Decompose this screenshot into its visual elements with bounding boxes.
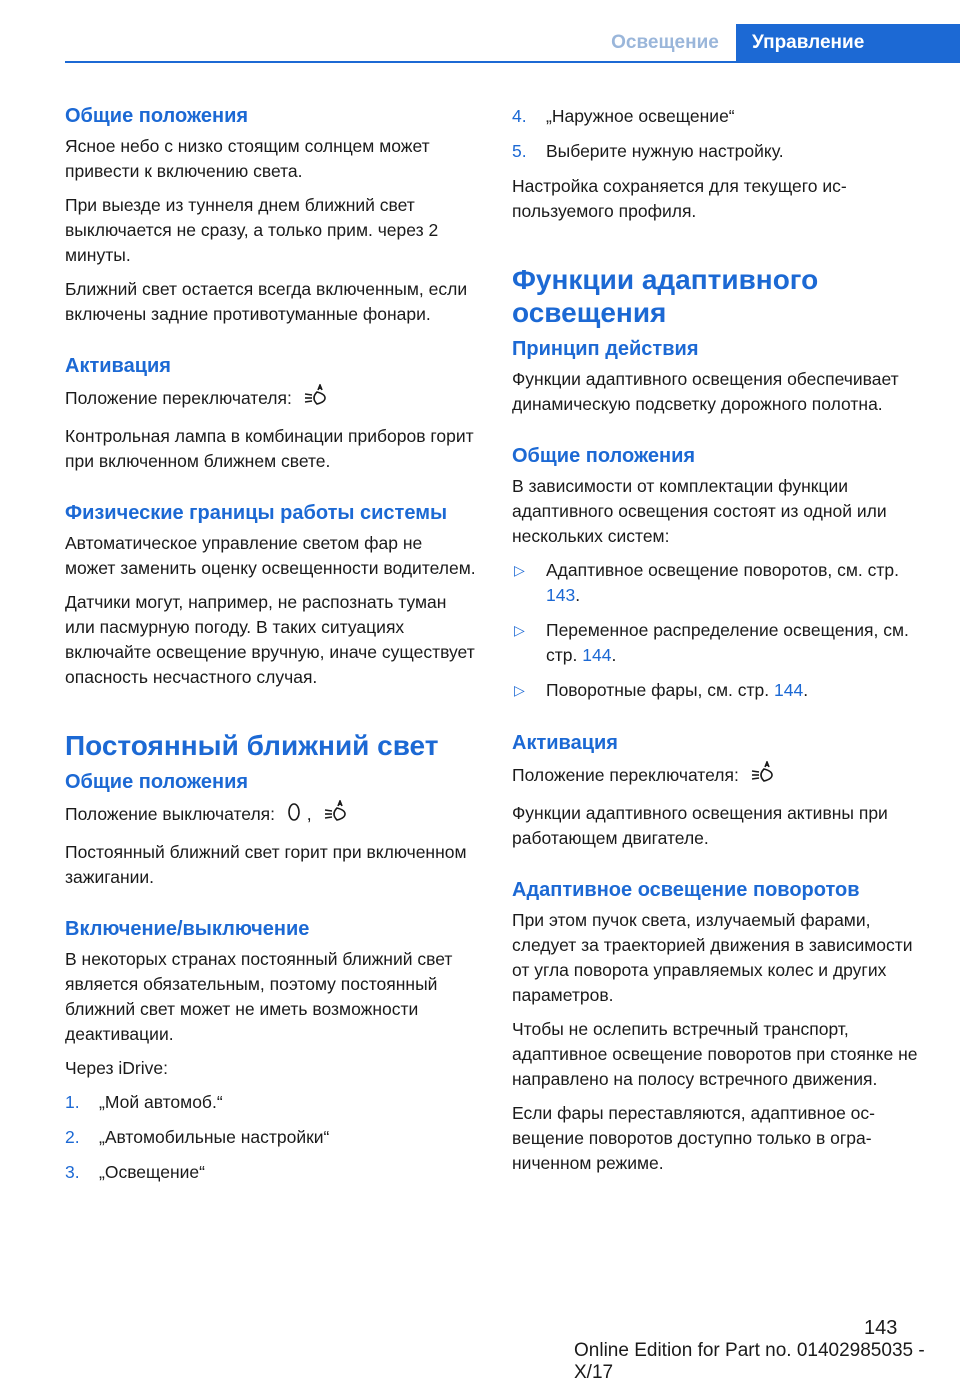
step-number: 3.: [65, 1162, 80, 1182]
paragraph: При этом пучок света, излучаемый фарами, следует за траекторией движения в зависимости от угла поворота управляемых колес и других параметров.: [512, 910, 913, 1005]
triangle-bullet-icon: ▷: [514, 562, 525, 578]
paragraph-text: Положение переключателя:: [512, 765, 739, 786]
section-title: Активация: [512, 732, 618, 754]
paragraph: При выезде из туннеля днем ближний свет выключается не сразу, а только прим. через 2 минуты.: [65, 195, 439, 265]
separator-comma: ,: [306, 804, 312, 825]
paragraph: В зависимости от комплектации функции адаптивного освещения состоят из одной или нескольких систем:: [512, 476, 887, 546]
paragraph: Контрольная лампа в комбинации приборов горит при включенном ближнем свете.: [65, 426, 474, 471]
auto-headlight-icon: [303, 384, 329, 415]
paragraph: Ясное небо с низко стоящим солнцем может привести к включению света.: [65, 136, 430, 181]
list-item: [65, 1090, 477, 1115]
switch-position-line: [65, 384, 477, 415]
list-item: [65, 1125, 477, 1150]
bullet-end: .: [611, 645, 617, 665]
page-link[interactable]: 144: [773, 680, 804, 700]
section-title: Физические границы работы системы: [65, 502, 448, 524]
list-item: [512, 678, 932, 703]
zero-position-icon: [286, 800, 302, 831]
paragraph: Если фары переставляются, адаптивное освещение поворотов доступно только в ограниченном режиме.: [512, 1103, 875, 1173]
systems-list: [512, 558, 932, 703]
triangle-bullet-icon: ▷: [514, 682, 525, 698]
step-text: Выберите нужную настройку.: [546, 141, 784, 161]
paragraph: Ближний свет остается всегда включенным, если включены задние противотуманные фонари.: [65, 279, 468, 324]
section-title: Адаптивное освещение поворотов: [512, 879, 860, 901]
step-text: „Автомобильные настройки“: [99, 1127, 330, 1147]
section-title: Принцип действия: [512, 338, 699, 360]
list-item: [512, 558, 932, 608]
left-column: [65, 104, 477, 1195]
page-number: 143: [864, 1317, 898, 1339]
bullet-text: Адаптивное освещение поворотов, см. стр.: [546, 560, 900, 580]
list-item: [65, 1160, 477, 1185]
section-title: Общие положения: [65, 105, 249, 127]
triangle-bullet-icon: ▷: [514, 622, 525, 638]
step-text: „Освещение“: [99, 1162, 205, 1182]
paragraph-text: Положение переключателя:: [65, 388, 292, 409]
section-title: Включение/выключение: [65, 918, 310, 940]
paragraph: Функции адаптивного освещения активны при работающем двигателе.: [512, 803, 888, 848]
bullet-end: .: [803, 680, 809, 700]
paragraph: Настройка сохраняется для текущего используемого профиля.: [512, 176, 847, 221]
section-title: Общие положения: [512, 445, 696, 467]
paragraph-text: Положение выключателя:: [65, 804, 276, 825]
tab-chapter[interactable]: Управление: [736, 24, 960, 62]
chapter-title: Постоянный ближний свет: [65, 730, 439, 761]
right-column: [512, 104, 932, 1185]
auto-headlight-icon: [323, 800, 349, 831]
paragraph: Автоматическое управление светом фар не может заменить оценку освещенности водителем.: [65, 533, 476, 578]
list-item: [512, 104, 932, 129]
paragraph: Датчики могут, например, не распознать туман или пасмурную погоду. В таких ситуациях включайте освещение вручную, иначе существует опасность несчастного случая.: [65, 592, 475, 687]
page-link[interactable]: 143: [546, 585, 576, 605]
header-rule: [65, 61, 960, 63]
chapter-title: Функции адаптивного освещения: [512, 264, 819, 328]
list-item: [512, 618, 932, 668]
bullet-text: Переменное распределение освещения, см. стр.: [546, 620, 909, 665]
tab-section[interactable]: Освещение: [611, 32, 719, 53]
paragraph: Функции адаптивного освещения обеспечивает динамическую подсветку дорожного полотна.: [512, 369, 899, 414]
steps-list: [65, 1090, 477, 1185]
switch-position-line: [65, 800, 477, 831]
switch-position-line: [512, 761, 932, 792]
paragraph: Через iDrive:: [65, 1058, 168, 1078]
section-title: Общие положения: [65, 771, 249, 793]
step-number: 1.: [65, 1092, 80, 1112]
step-text: „Мой автомоб.“: [99, 1092, 223, 1112]
paragraph: В некоторых странах постоянный ближний свет является обязательным, поэтому постоянный ближний свет может не иметь возможности деактивации.: [65, 949, 453, 1044]
step-number: 2.: [65, 1127, 80, 1147]
section-title: Активация: [65, 355, 171, 377]
bullet-end: .: [575, 585, 581, 605]
list-item: [512, 139, 932, 164]
steps-list: [512, 104, 932, 164]
step-number: 4.: [512, 106, 527, 126]
step-text: „Наружное освещение“: [546, 106, 735, 126]
edition-note: Online Edition for Part no. 01402985035 - X/17: [574, 1340, 925, 1383]
auto-headlight-icon: [750, 761, 776, 792]
step-number: 5.: [512, 141, 527, 161]
page-link[interactable]: 144: [582, 645, 612, 665]
paragraph: Чтобы не ослепить встречный транспорт, адаптивное освещение поворотов при стоянке не направлено на полосу встречного движения.: [512, 1019, 918, 1089]
paragraph: Постоянный ближний свет горит при включенном зажигании.: [65, 842, 467, 887]
header-tabs: [594, 24, 960, 62]
bullet-text: Поворотные фары, см. стр.: [546, 680, 770, 700]
